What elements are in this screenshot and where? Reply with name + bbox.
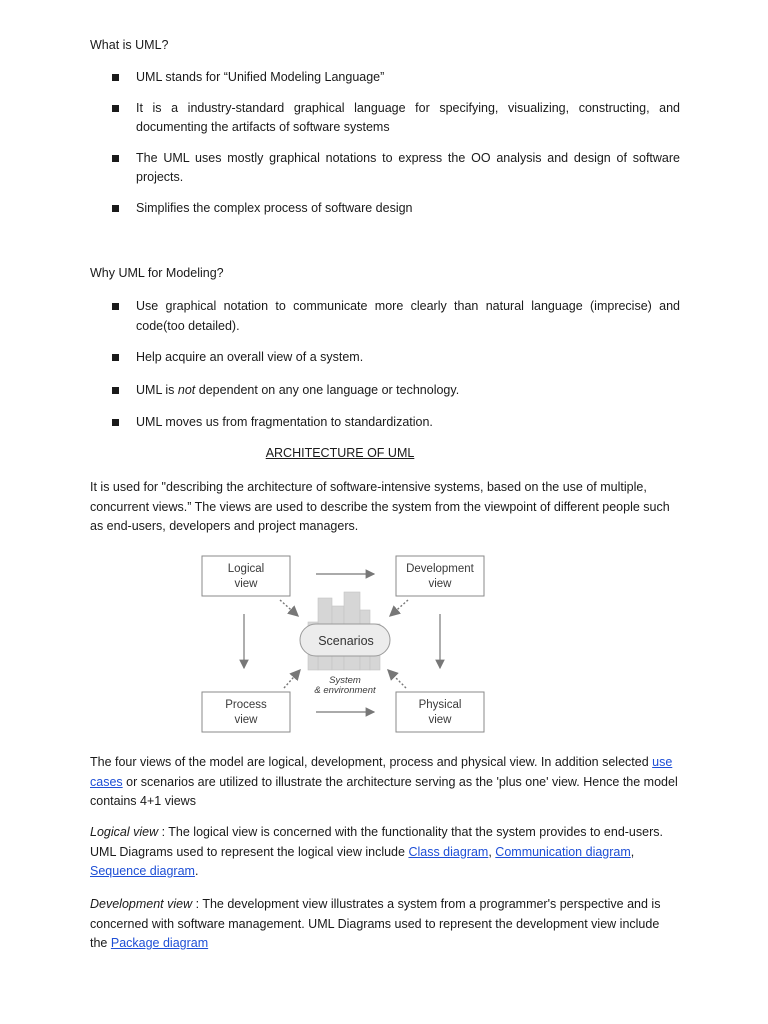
dotted-arrow-process [284,670,300,688]
logical-view-label-1: Logical [227,563,265,575]
class-diagram-link[interactable]: Class diagram [408,844,489,859]
architecture-intro: It is used for "describing the architecture of software-intensive systems, based on the use of multiple, concurrent views.” The views are used to describe the system from the viewpoint of different people such as end-users, developers and project managers. [90,480,670,533]
why-uml-list [112,297,680,433]
logical-view-text: : The logical view is concerned with the functionality that the system provides to end-users. UML Diagrams used to represent the logical view include [90,825,663,859]
package-diagram-link[interactable]: Package diagram [110,936,209,950]
why-uml-heading: Why UML for Modeling? [90,266,224,280]
development-view-text: : The development view illustrates a system from a programmer's perspective and is concerned with software management. UML Diagrams used to represent the development view include the [90,897,661,950]
logical-view-box [202,556,290,596]
logical-view-sep: , [488,844,496,859]
process-view-label-2: view [234,714,258,726]
what-is-uml-list [112,68,680,218]
use-cases-link[interactable]: use cases [90,755,673,789]
four-views-post: or scenarios are utilized to illustrate the architecture serving as the 'plus one' view. Hence the model contains 4+1 views [90,774,678,808]
logical-view-comma: , [630,844,635,859]
dotted-arrow-logical [280,600,298,616]
scenarios-label: Scenarios [318,634,374,648]
system-label-2: & environment [314,685,376,696]
development-view-term: Development view [90,897,193,911]
list-item: Use graphical notation to communicate more clearly than natural language (imprecise) and code(too detailed). [112,297,680,336]
list-item: The UML uses mostly graphical notations to express the OO analysis and design of software projects. [112,149,680,188]
development-view-paragraph [90,895,680,954]
physical-view-box [396,692,484,732]
list-item: Help acquire an overall view of a system. [112,348,680,368]
dotted-arrow-physical [388,670,406,688]
logical-view-end: . [194,864,199,878]
logical-view-paragraph [90,823,680,882]
process-view-box [202,692,290,732]
list-item: UML moves us from fragmentation to standardization. [112,413,680,433]
process-view-label-1: Process [225,699,267,711]
list-item: It is a industry-standard graphical language for specifying, visualizing, constructing, and documenting the artifacts of software systems [112,99,680,138]
development-view-label-2: view [428,578,452,590]
not-dependent-pre: UML is [136,382,178,397]
diagram-svg [200,550,490,740]
list-item: Simplifies the complex process of software design [112,199,680,219]
uml-4plus1-diagram [200,550,490,740]
four-views-paragraph [90,753,680,812]
what-is-uml-heading: What is UML? [90,38,169,52]
not-emphasis: not [177,382,196,397]
development-view-box [396,556,484,596]
dotted-arrow-development [390,600,408,616]
four-views-pre: The four views of the model are logical, development, process and physical view. In addition selected [90,755,653,769]
list-item: UML stands for “Unified Modeling Language” [112,68,680,88]
sequence-diagram-link[interactable]: Sequence diagram [90,864,195,878]
logical-view-label-2: view [234,578,258,590]
communication-diagram-link[interactable]: Communication diagram [495,844,631,859]
not-dependent-post: dependent on any one language or technology. [195,382,460,397]
development-view-label-1: Development [406,563,474,575]
physical-view-label-1: Physical [418,699,462,711]
logical-view-term: Logical view [90,825,159,839]
architecture-title: ARCHITECTURE OF UML [265,446,415,460]
list-item [112,381,680,401]
system-label-1: System [329,675,361,686]
physical-view-label-2: view [428,714,452,726]
